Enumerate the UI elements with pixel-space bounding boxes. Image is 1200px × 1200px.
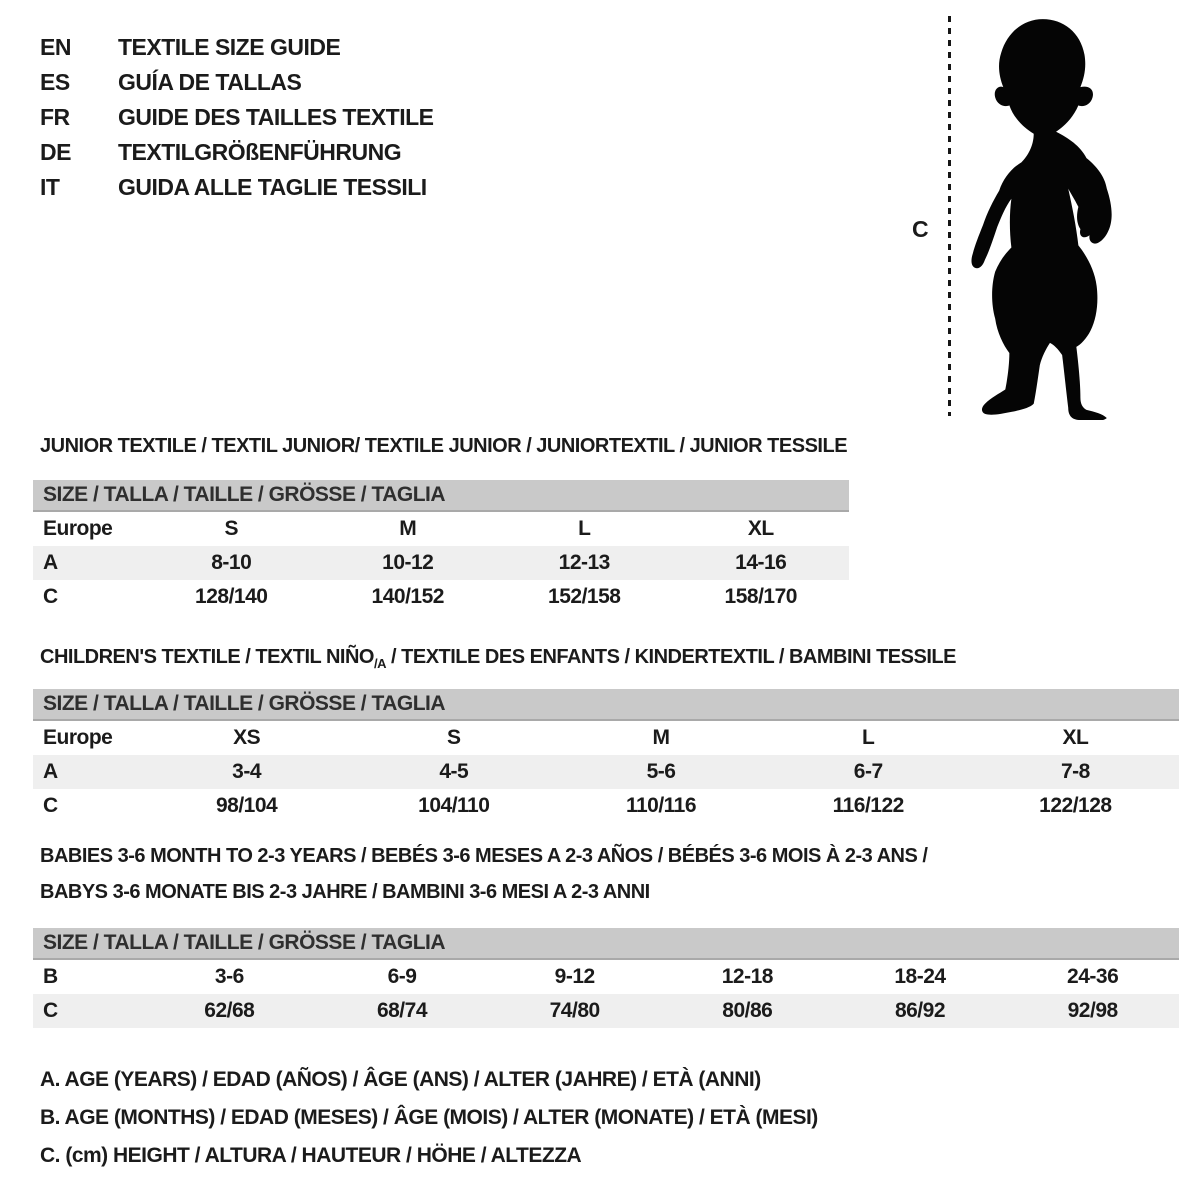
- toddler-silhouette-icon: [963, 14, 1143, 420]
- value-cell: 5-6: [646, 760, 676, 783]
- value-cell: 98/104: [215, 794, 278, 817]
- lang-code: ES: [40, 69, 70, 95]
- size-cell: XL: [747, 517, 774, 540]
- lang-title: TEXTILGRÖßENFÜHRUNG: [118, 139, 402, 165]
- height-measure-line: [948, 16, 951, 416]
- legend: [40, 1068, 818, 1182]
- value-cell: 140/152: [371, 585, 444, 608]
- lang-row-de: [40, 135, 434, 170]
- value-cell: 68/74: [376, 999, 428, 1022]
- row-label: B: [43, 965, 58, 988]
- value-cell: 62/68: [204, 999, 255, 1022]
- value-cell: 80/86: [722, 999, 773, 1022]
- lang-title: GUÍA DE TALLAS: [118, 69, 302, 95]
- value-cell: 18-24: [894, 965, 946, 988]
- row-label: Europe: [43, 726, 113, 749]
- value-cell: 122/128: [1039, 794, 1112, 817]
- value-cell: 6-9: [387, 965, 417, 988]
- junior-table-header: SIZE / TALLA / TAILLE / GRÖSSE / TAGLIA: [33, 480, 849, 512]
- value-cell: 6-7: [853, 760, 883, 783]
- value-cell: 74/80: [549, 999, 600, 1022]
- value-cell: 9-12: [554, 965, 595, 988]
- legend-line-b: B. AGE (MONTHS) / EDAD (MESES) / ÂGE (MOIS) / ALTER (MONATE) / ETÀ (MESI): [40, 1106, 818, 1129]
- table-row-age: [33, 755, 1179, 789]
- lang-code: EN: [40, 34, 71, 60]
- value-cell: 116/122: [832, 794, 904, 817]
- lang-title: TEXTILE SIZE GUIDE: [118, 34, 341, 60]
- row-label: C: [43, 999, 58, 1022]
- value-cell: 128/140: [195, 585, 268, 608]
- babies-section-title-line2: BABYS 3-6 MONATE BIS 2-3 JAHRE / BAMBINI 3-6 MESI A 2-3 ANNI: [40, 881, 650, 903]
- lang-code: DE: [40, 139, 71, 165]
- lang-title: GUIDE DES TAILLES TEXTILE: [118, 104, 434, 130]
- size-cell: L: [578, 517, 591, 540]
- junior-size-table: [33, 480, 849, 614]
- children-title-sub: /A: [373, 656, 386, 671]
- size-cell: M: [399, 517, 417, 540]
- children-size-table: [33, 689, 1179, 823]
- table-row-height: [33, 994, 1179, 1028]
- row-label: A: [43, 760, 58, 783]
- value-cell: 12-18: [721, 965, 773, 988]
- table-row-months: [33, 960, 1179, 994]
- value-cell: 8-10: [211, 551, 252, 574]
- junior-section-title: JUNIOR TEXTILE / TEXTIL JUNIOR/ TEXTILE JUNIOR / JUNIORTEXTIL / JUNIOR TESSILE: [40, 435, 848, 457]
- size-cell: S: [447, 726, 461, 749]
- size-cell: S: [224, 517, 238, 540]
- legend-line-a: A. AGE (YEARS) / EDAD (AÑOS) / ÂGE (ANS) / ALTER (JAHRE) / ETÀ (ANNI): [40, 1068, 761, 1091]
- value-cell: 24-36: [1067, 965, 1119, 988]
- row-label: C: [43, 794, 58, 817]
- size-cell: L: [862, 726, 875, 749]
- children-section-title: [40, 646, 956, 671]
- value-cell: 4-5: [439, 760, 469, 783]
- lang-row-it: [40, 170, 434, 205]
- lang-code: IT: [40, 174, 60, 200]
- table-row-height: [33, 580, 849, 614]
- value-cell: 14-16: [735, 551, 787, 574]
- table-row-sizes: [33, 721, 1179, 755]
- row-label: Europe: [43, 517, 113, 540]
- value-cell: 12-13: [558, 551, 610, 574]
- value-cell: 158/170: [724, 585, 797, 608]
- lang-title: GUIDA ALLE TAGLIE TESSILI: [118, 174, 427, 200]
- language-list: [40, 30, 434, 205]
- row-label: C: [43, 585, 58, 608]
- size-cell: M: [652, 726, 670, 749]
- legend-line-c: C. (cm) HEIGHT / ALTURA / HAUTEUR / HÖHE / ALTEZZA: [40, 1144, 582, 1167]
- value-cell: 104/110: [418, 794, 490, 817]
- lang-row-en: [40, 30, 434, 65]
- children-title-pre: CHILDREN'S TEXTILE / TEXTIL NIÑO: [40, 646, 374, 668]
- value-cell: 10-12: [382, 551, 434, 574]
- value-cell: 3-6: [214, 965, 244, 988]
- height-measure-label: C: [912, 216, 929, 242]
- value-cell: 7-8: [1060, 760, 1090, 783]
- value-cell: 152/158: [548, 585, 621, 608]
- lang-row-fr: [40, 100, 434, 135]
- lang-row-es: [40, 65, 434, 100]
- table-row-height: [33, 789, 1179, 823]
- value-cell: 86/92: [894, 999, 946, 1022]
- row-label: A: [43, 551, 58, 574]
- value-cell: 92/98: [1067, 999, 1118, 1022]
- size-cell: XS: [233, 726, 261, 749]
- lang-code: FR: [40, 104, 70, 130]
- babies-size-table: [33, 928, 1179, 1028]
- value-cell: 110/116: [625, 794, 697, 817]
- babies-section-title-line1: BABIES 3-6 MONTH TO 2-3 YEARS / BEBÉS 3-6 MESES A 2-3 AÑOS / BÉBÉS 3-6 MOIS À 2-3 ANS /: [40, 845, 928, 867]
- children-title-post: / TEXTILE DES ENFANTS / KINDERTEXTIL / BAMBINI TESSILE: [385, 646, 956, 668]
- table-row-sizes: [33, 512, 849, 546]
- table-row-age: [33, 546, 849, 580]
- children-table-header: SIZE / TALLA / TAILLE / GRÖSSE / TAGLIA: [33, 689, 1179, 721]
- babies-table-header: SIZE / TALLA / TAILLE / GRÖSSE / TAGLIA: [33, 928, 1179, 960]
- value-cell: 3-4: [232, 760, 262, 783]
- size-cell: XL: [1062, 726, 1089, 749]
